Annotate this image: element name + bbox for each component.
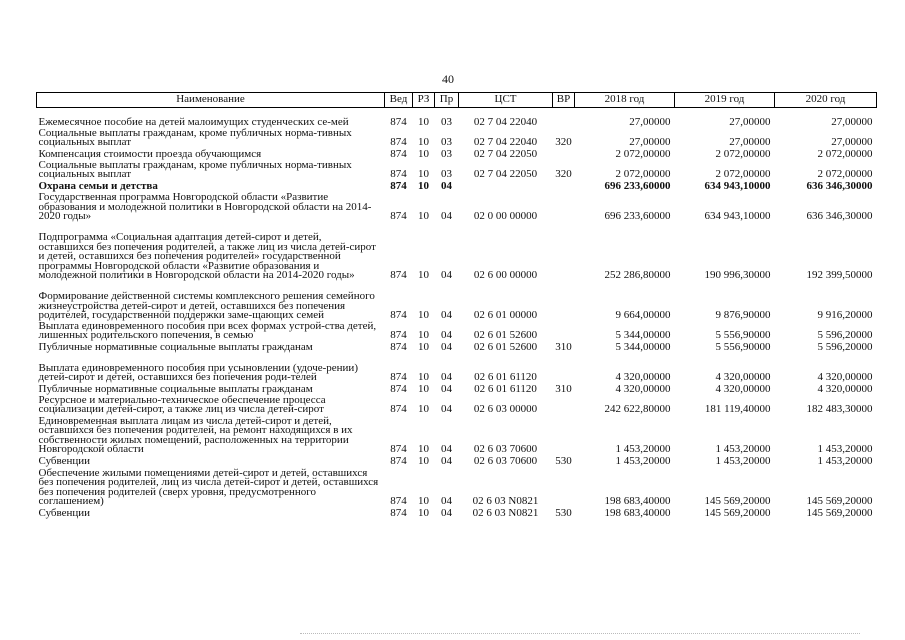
table-row: [37, 455, 877, 467]
row-pr: 04: [441, 329, 452, 342]
row-rz: 10: [418, 443, 429, 456]
row-ved: 874: [390, 455, 407, 468]
row-rz: 10: [418, 329, 429, 342]
row-2019: 634 943,10000: [704, 180, 771, 193]
row-2019: 190 996,30000: [704, 269, 771, 282]
row-2018: 696 233,60000: [604, 180, 671, 193]
row-pr: 04: [441, 403, 452, 416]
row-cst: 02 6 01 61120: [474, 371, 537, 384]
table-row: [37, 222, 877, 281]
row-ved: 874: [390, 180, 407, 193]
row-name: Публичные нормативные социальные выплаты гражданам: [38, 341, 313, 354]
row-2019: 9 876,90000: [715, 309, 771, 322]
row-2018: 198 683,40000: [604, 495, 671, 508]
row-2020: 27,00000: [831, 116, 873, 129]
row-ved: 874: [390, 383, 407, 396]
row-2018: 198 683,40000: [604, 507, 671, 520]
row-vr: [553, 321, 575, 341]
row-rz: 10: [418, 309, 429, 322]
row-2019: 2 072,00000: [715, 168, 771, 181]
row-name: Ежемесячное пособие на детей малоимущих студенческих се-мей: [38, 116, 349, 129]
row-ved: 874: [390, 341, 407, 354]
row-2020: 4 320,00000: [817, 383, 873, 396]
row-cst: 02 7 04 22040: [473, 116, 538, 129]
row-2020: 145 569,20000: [806, 507, 873, 520]
row-ved: 874: [390, 116, 407, 129]
row-ved: 874: [390, 210, 407, 223]
row-name: Компенсация стоимости проезда обучающимся: [38, 148, 262, 161]
row-rz: 10: [418, 403, 429, 416]
row-rz: 10: [418, 116, 429, 129]
row-vr: 310: [555, 383, 572, 396]
row-2020: 27,00000: [831, 136, 873, 149]
row-2018: 252 286,80000: [604, 269, 671, 282]
row-2019: 2 072,00000: [715, 148, 771, 161]
row-2018: 242 622,80000: [604, 403, 671, 416]
row-vr: 530: [555, 455, 572, 468]
row-rz: 10: [418, 341, 429, 354]
row-cst: 02 6 00 00000: [473, 269, 538, 282]
row-2019: 4 320,00000: [715, 383, 771, 396]
row-2019: 634 943,10000: [704, 210, 771, 223]
row-2018: 4 320,00000: [615, 383, 671, 396]
row-cst: 02 6 03 N0821: [472, 507, 539, 520]
row-2020: 5 596,20000: [817, 329, 873, 342]
row-cst: [459, 180, 553, 192]
table-row: [37, 160, 877, 180]
row-name: Охрана семьи и детства: [38, 180, 158, 193]
table-row: [37, 321, 877, 341]
row-rz: 10: [418, 383, 429, 396]
row-2019: 145 569,20000: [704, 507, 771, 520]
table-row: [37, 192, 877, 222]
row-pr: 03: [441, 148, 452, 161]
row-rz: 10: [418, 269, 429, 282]
row-vr: [553, 108, 575, 129]
row-rz: 10: [418, 495, 429, 508]
row-cst: 02 7 04 22050: [473, 148, 538, 161]
row-ved: 874: [390, 136, 407, 149]
row-cst: 02 6 03 00000: [473, 403, 538, 416]
row-pr: 04: [441, 180, 452, 193]
table-row: [37, 108, 877, 129]
row-cst: 02 0 00 00000: [473, 210, 538, 223]
row-name: Социальные выплаты гражданам, кроме публичных норма-тивных социальных выплат: [38, 126, 352, 149]
row-2020: 4 320,00000: [817, 371, 873, 384]
row-cst: 02 6 03 70600: [473, 443, 538, 456]
row-cst: 02 6 01 52600: [473, 329, 538, 342]
table-row: [37, 507, 877, 519]
row-pr: 04: [441, 383, 452, 396]
row-name: Выплата единовременного пособия при усыновлении (удоче-рении) детей-сирот и детей, оставшихся без попечения роди-телей: [38, 361, 358, 384]
row-pr: 04: [441, 309, 452, 322]
row-name: Формирование действенной системы комплексного решения семейного жизнеустройства детей-сирот и детей, оставшихся без попечения родителей, государственной поддержки заме-щающих семей: [38, 290, 375, 322]
row-vr: [553, 395, 575, 415]
row-name: Субвенции: [38, 507, 91, 520]
row-ved: 874: [390, 371, 407, 384]
row-pr: 03: [441, 136, 452, 149]
row-2020: 192 399,50000: [806, 269, 873, 282]
row-ved: 874: [390, 309, 407, 322]
row-vr: [553, 148, 575, 160]
header-pr: Пр: [435, 93, 459, 108]
row-2020: 2 072,00000: [817, 148, 873, 161]
row-name: Публичные нормативные социальные выплаты гражданам: [38, 383, 313, 396]
row-name: Социальные выплаты гражданам, кроме публичных норма-тивных социальных выплат: [38, 158, 352, 181]
row-2020: 636 346,30000: [806, 180, 873, 193]
row-2019: 4 320,00000: [715, 371, 771, 384]
table-row: [37, 467, 877, 507]
row-2019: 145 569,20000: [704, 495, 771, 508]
row-2020: 2 072,00000: [817, 168, 873, 181]
row-rz: 10: [418, 136, 429, 149]
table-row: [37, 281, 877, 321]
row-rz: 10: [418, 180, 429, 193]
row-pr: 04: [441, 371, 452, 384]
header-name: Наименование: [37, 93, 385, 108]
header-ved: Вед: [385, 93, 413, 108]
row-2018: 1 453,20000: [615, 455, 671, 468]
row-2018: 5 344,00000: [615, 329, 671, 342]
row-rz: 10: [418, 148, 429, 161]
row-name: Субвенции: [38, 455, 91, 468]
row-name: Государственная программа Новгородской области «Развитие образования и молодежной политики в Новгородской области на 2014-2020 годы»: [38, 191, 372, 223]
row-name: Подпрограмма «Социальная адаптация детей-сирот и детей, оставшихся без попечения родителей, а также лиц из числа детей-сирот и детей, оставшихся без попечения родителей» государственной программы Новгородской области «Развитие образования и молодежной политики в Новгородской области на 2014-2020 годы»: [38, 231, 376, 282]
row-2020: 636 346,30000: [806, 210, 873, 223]
row-ved: 874: [390, 443, 407, 456]
row-name: Единовременная выплата лицам из числа детей-сирот и детей, оставшихся без попечения родителей, на ремонт находящихся в их собственности жилых помещений, расположенных на территории Новгородской области: [38, 414, 353, 456]
row-ved: 874: [390, 168, 407, 181]
row-2018: 27,00000: [629, 136, 671, 149]
row-vr: 530: [555, 507, 572, 520]
row-2019: 5 556,90000: [715, 329, 771, 342]
row-2018: 2 072,00000: [615, 148, 671, 161]
row-cst: 02 7 04 22040: [473, 136, 538, 149]
row-ved: 874: [390, 403, 407, 416]
row-rz: 10: [418, 371, 429, 384]
row-2020: 5 596,20000: [817, 341, 873, 354]
row-cst: 02 6 03 N0821: [472, 495, 539, 508]
row-2019: 1 453,20000: [715, 443, 771, 456]
table-header-row: [37, 93, 877, 108]
row-rz: 10: [418, 507, 429, 520]
row-pr: 04: [441, 210, 452, 223]
header-cst: ЦСТ: [459, 93, 553, 108]
row-ved: 874: [390, 495, 407, 508]
row-2018: 696 233,60000: [604, 210, 671, 223]
row-cst: 02 6 01 61120: [474, 383, 537, 396]
row-rz: 10: [418, 455, 429, 468]
budget-table: [36, 92, 877, 519]
row-vr: [553, 467, 575, 507]
row-2018: 4 320,00000: [615, 371, 671, 384]
row-pr: 04: [441, 495, 452, 508]
row-2018: 2 072,00000: [615, 168, 671, 181]
row-2018: 1 453,20000: [615, 443, 671, 456]
scan-artifact-line: [300, 633, 860, 636]
row-name: Обеспечение жилыми помещениями детей-сирот и детей, оставшихся без попечения родителей, лиц из числа детей-сирот и детей, оставшихся без попечения родителей (сверх уровня, предусмотренного соглашением): [38, 466, 379, 508]
row-pr: 04: [441, 443, 452, 456]
row-cst: 02 7 04 22050: [473, 168, 538, 181]
row-2019: 27,00000: [729, 116, 771, 129]
header-2019: 2019 год: [675, 93, 775, 108]
row-2020: 1 453,20000: [817, 455, 873, 468]
row-pr: 03: [441, 116, 452, 129]
row-vr: [553, 222, 575, 281]
row-ved: 874: [390, 269, 407, 282]
row-2018: 9 664,00000: [615, 309, 671, 322]
row-name: Выплата единовременного пособия при всех формах устрой-ства детей, лишенных родительского попечения, в семью: [38, 319, 377, 342]
row-vr: 320: [555, 136, 572, 149]
header-rz: РЗ: [413, 93, 435, 108]
row-vr: 310: [555, 341, 572, 354]
row-2018: 5 344,00000: [615, 341, 671, 354]
row-cst: 02 6 01 52600: [473, 341, 538, 354]
row-2020: 1 453,20000: [817, 443, 873, 456]
row-vr: [553, 281, 575, 321]
row-2018: 27,00000: [629, 116, 671, 129]
row-name: Ресурсное и материально-техническое обеспечение процесса социализации детей-сирот, а также лиц из числа детей-сирот: [38, 393, 326, 416]
row-pr: 04: [441, 507, 452, 520]
row-rz: 10: [418, 168, 429, 181]
row-2019: 5 556,90000: [715, 341, 771, 354]
row-vr: [553, 192, 575, 222]
table-row: [37, 395, 877, 415]
row-vr: [553, 415, 575, 455]
row-2019: 181 119,40000: [704, 403, 771, 416]
row-cst: 02 6 03 70600: [473, 455, 538, 468]
row-ved: 874: [390, 148, 407, 161]
row-2020: 145 569,20000: [806, 495, 873, 508]
header-2020: 2020 год: [775, 93, 877, 108]
header-vr: ВР: [553, 93, 575, 108]
table-row: [37, 128, 877, 148]
table-row: [37, 353, 877, 383]
row-vr: [553, 353, 575, 383]
page-number: 40: [442, 72, 454, 86]
row-pr: 04: [441, 269, 452, 282]
row-pr: 04: [441, 341, 452, 354]
row-2020: 182 483,30000: [806, 403, 873, 416]
row-ved: 874: [390, 329, 407, 342]
header-2018: 2018 год: [575, 93, 675, 108]
table-row: [37, 180, 877, 192]
row-2020: 9 916,20000: [817, 309, 873, 322]
row-2019: 27,00000: [729, 136, 771, 149]
row-vr: [553, 180, 575, 192]
table-row: [37, 415, 877, 455]
row-rz: 10: [418, 210, 429, 223]
row-ved: 874: [390, 507, 407, 520]
row-vr: 320: [555, 168, 572, 181]
row-cst: 02 6 01 00000: [473, 309, 538, 322]
row-2019: 1 453,20000: [715, 455, 771, 468]
table-row: [37, 341, 877, 353]
row-pr: 04: [441, 455, 452, 468]
row-pr: 03: [441, 168, 452, 181]
